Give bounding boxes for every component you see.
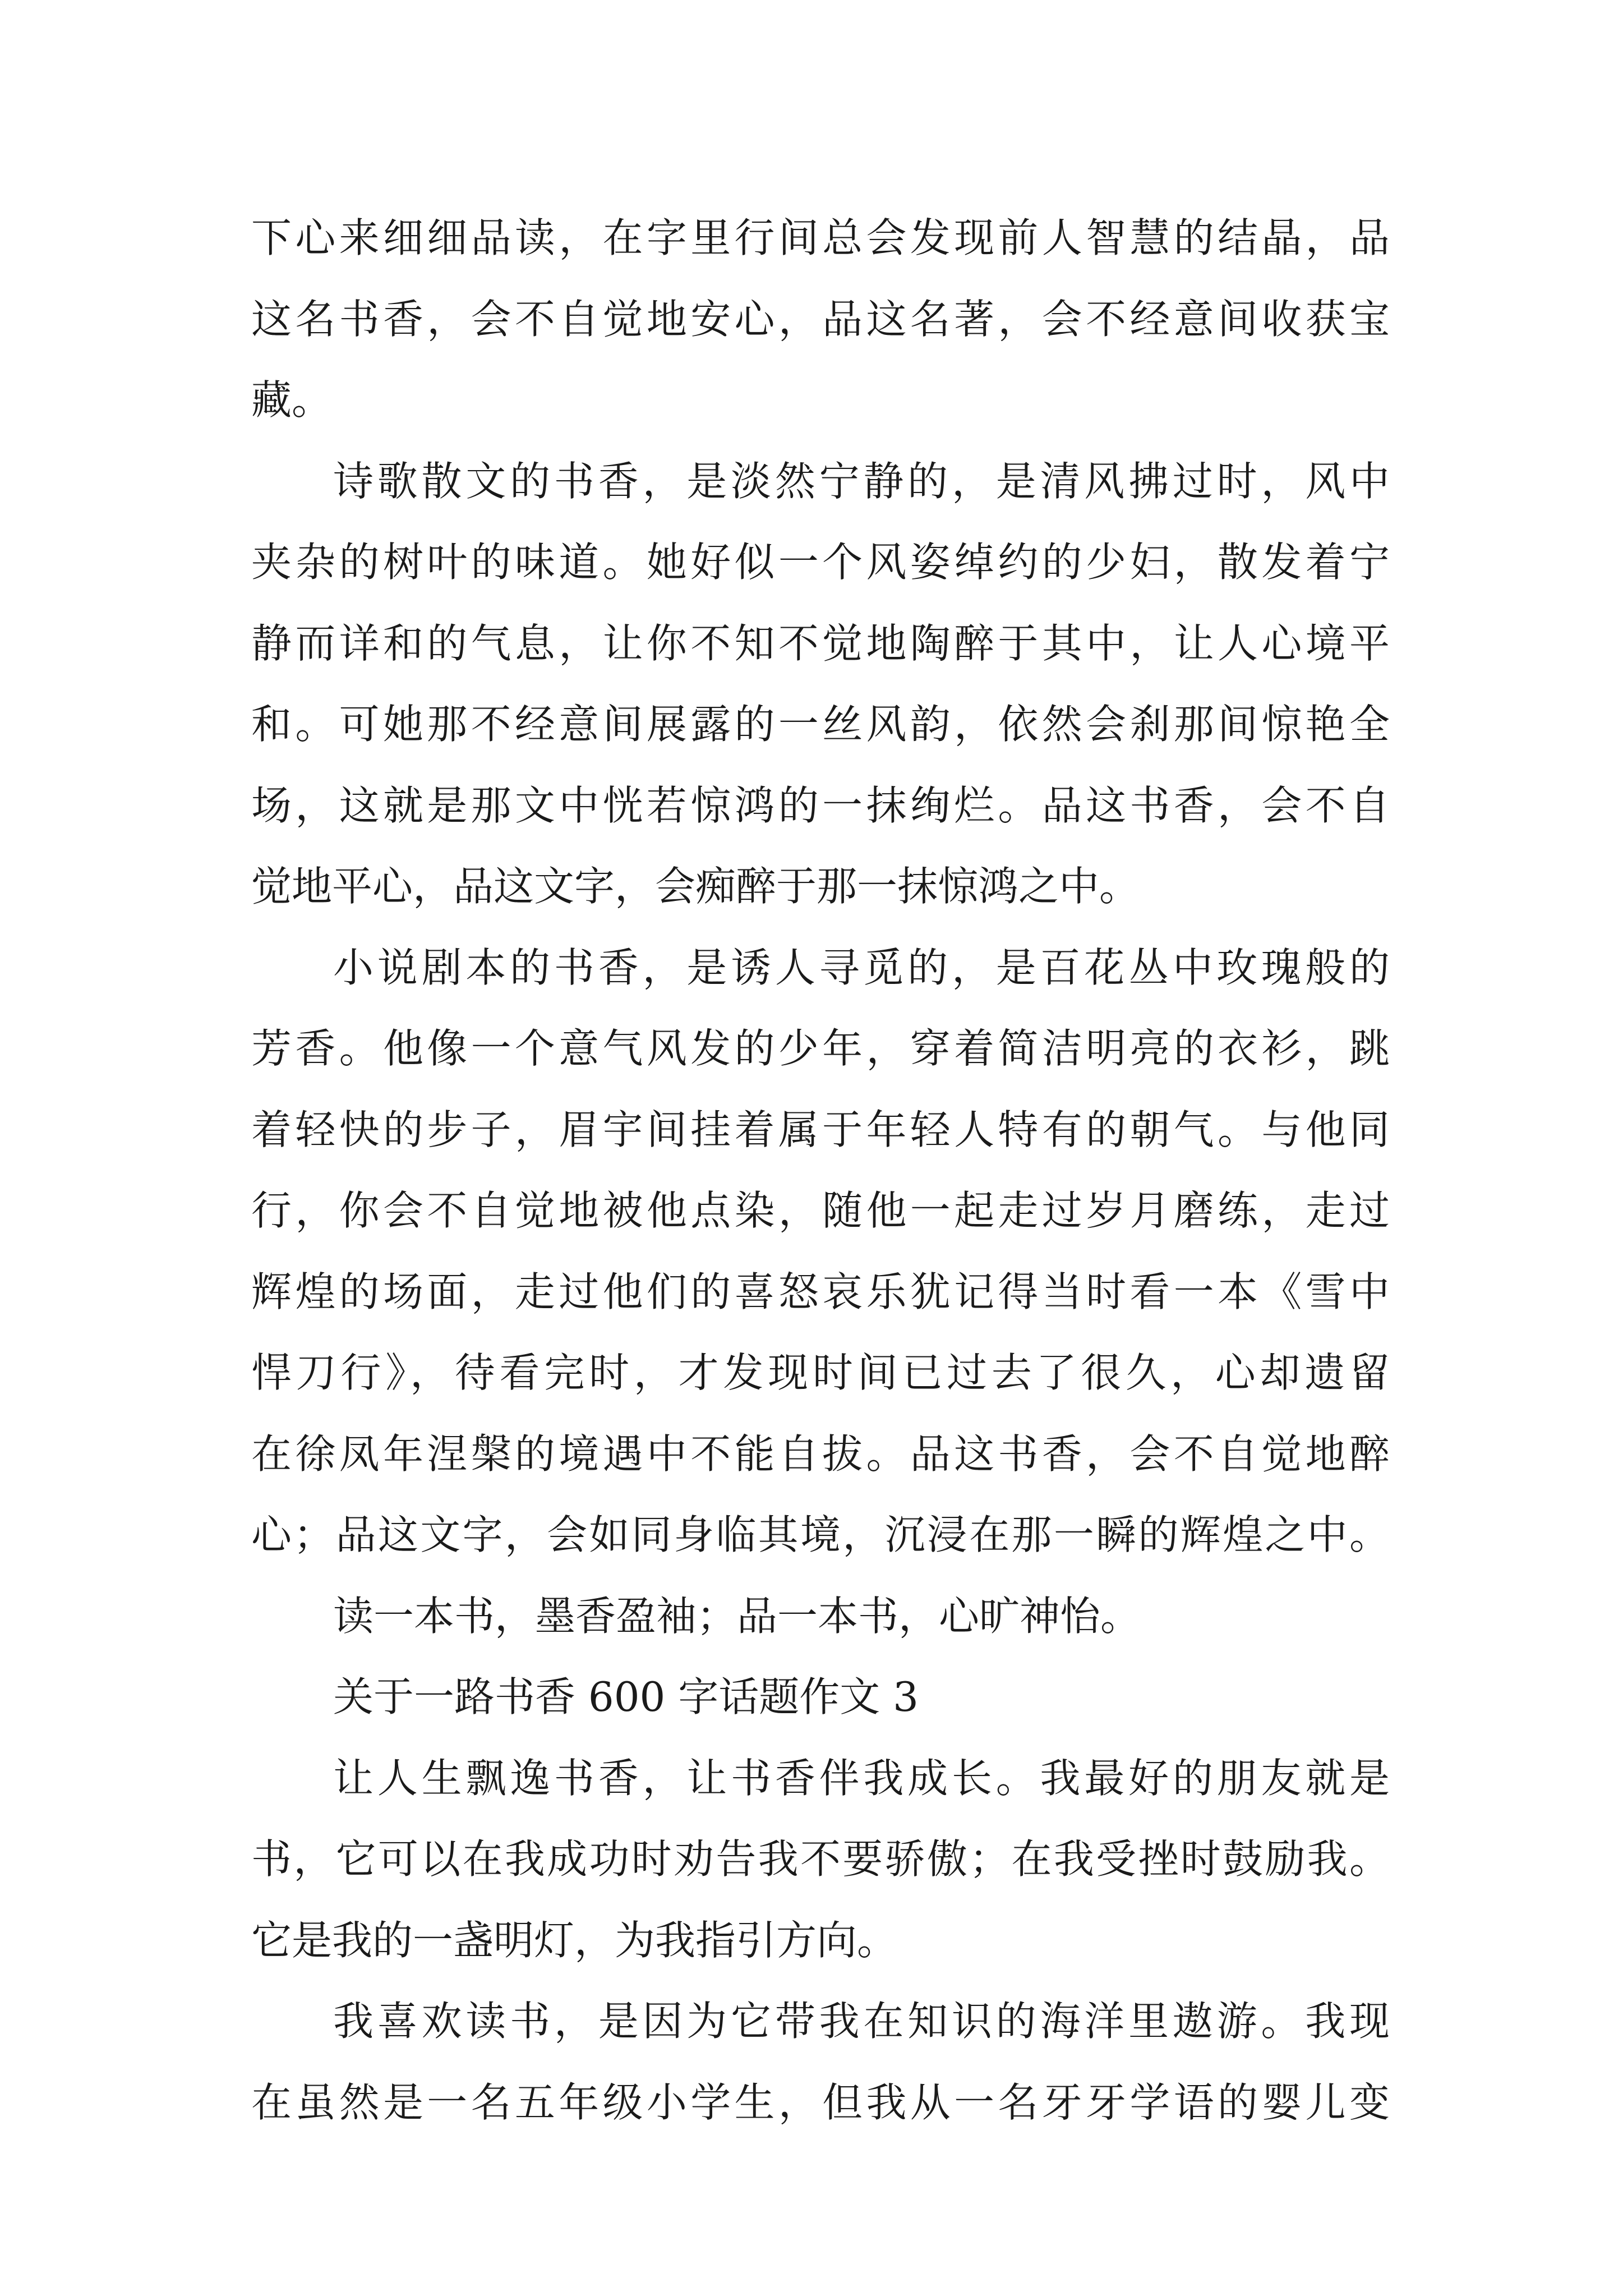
text-line: 觉地平心，品这文字，会痴醉于那一抹惊鸿之中。 <box>251 863 1140 910</box>
text-line: 辉煌的场面，走过他们的喜怒哀乐犹记得当时看一本《雪中 <box>251 1268 1390 1315</box>
section-heading: 关于一路书香 600 字话题作文 3 <box>333 1673 919 1720</box>
text-line: 行，你会不自觉地被他点染，随他一起走过岁月磨练，走过 <box>251 1187 1390 1234</box>
text-line: 着轻快的步子，眉宇间挂着属于年轻人特有的朝气。与他同 <box>251 1106 1390 1153</box>
paragraph-first-line: 让人生飘逸书香，让书香伴我成长。我最好的朋友就是 <box>333 1754 1390 1802</box>
text-line: 芳香。他像一个意气风发的少年，穿着简洁明亮的衣衫，跳 <box>251 1025 1390 1072</box>
text-line: 在虽然是一名五年级小学生，但我从一名牙牙学语的婴儿变 <box>251 2078 1390 2126</box>
paragraph-first-line: 小说剧本的书香，是诱人寻觅的，是百花丛中玫瑰般的 <box>333 944 1390 991</box>
text-line: 悍刀行》，待看完时，才发现时间已过去了很久，心却遗留 <box>251 1349 1390 1396</box>
document-body <box>251 197 1390 2143</box>
text-line: 在徐凤年涅槃的境遇中不能自拔。品这书香，会不自觉地醉 <box>251 1430 1390 1478</box>
text-line: 心；品这文字，会如同身临其境，沉浸在那一瞬的辉煌之中。 <box>251 1511 1390 1558</box>
text-line: 这名书香，会不自觉地安心，品这名著，会不经意间收获宝 <box>251 295 1390 343</box>
paragraph-single-line: 读一本书，墨香盈袖；品一本书，心旷神怡。 <box>333 1592 1141 1640</box>
text-line: 场，这就是那文中恍若惊鸿的一抹绚烂。品这书香，会不自 <box>251 781 1390 829</box>
text-line: 下心来细细品读，在字里行间总会发现前人智慧的结晶，品 <box>251 214 1390 261</box>
text-line: 藏。 <box>251 376 333 424</box>
text-line: 和。可她那不经意间展露的一丝风韵，依然会刹那间惊艳全 <box>251 701 1390 748</box>
text-line: 书，它可以在我成功时劝告我不要骄傲；在我受挫时鼓励我。 <box>251 1835 1390 1883</box>
text-line: 夹杂的树叶的味道。她好似一个风姿绰约的少妇，散发着宁 <box>251 539 1390 586</box>
paragraph-first-line: 我喜欢读书，是因为它带我在知识的海洋里遨游。我现 <box>333 1998 1390 2045</box>
text-line: 它是我的一盏明灯，为我指引方向。 <box>251 1916 898 1964</box>
paragraph-first-line: 诗歌散文的书香，是淡然宁静的，是清风拂过时，风中 <box>333 457 1390 505</box>
text-line: 静而详和的气息，让你不知不觉地陶醉于其中，让人心境平 <box>251 619 1390 667</box>
